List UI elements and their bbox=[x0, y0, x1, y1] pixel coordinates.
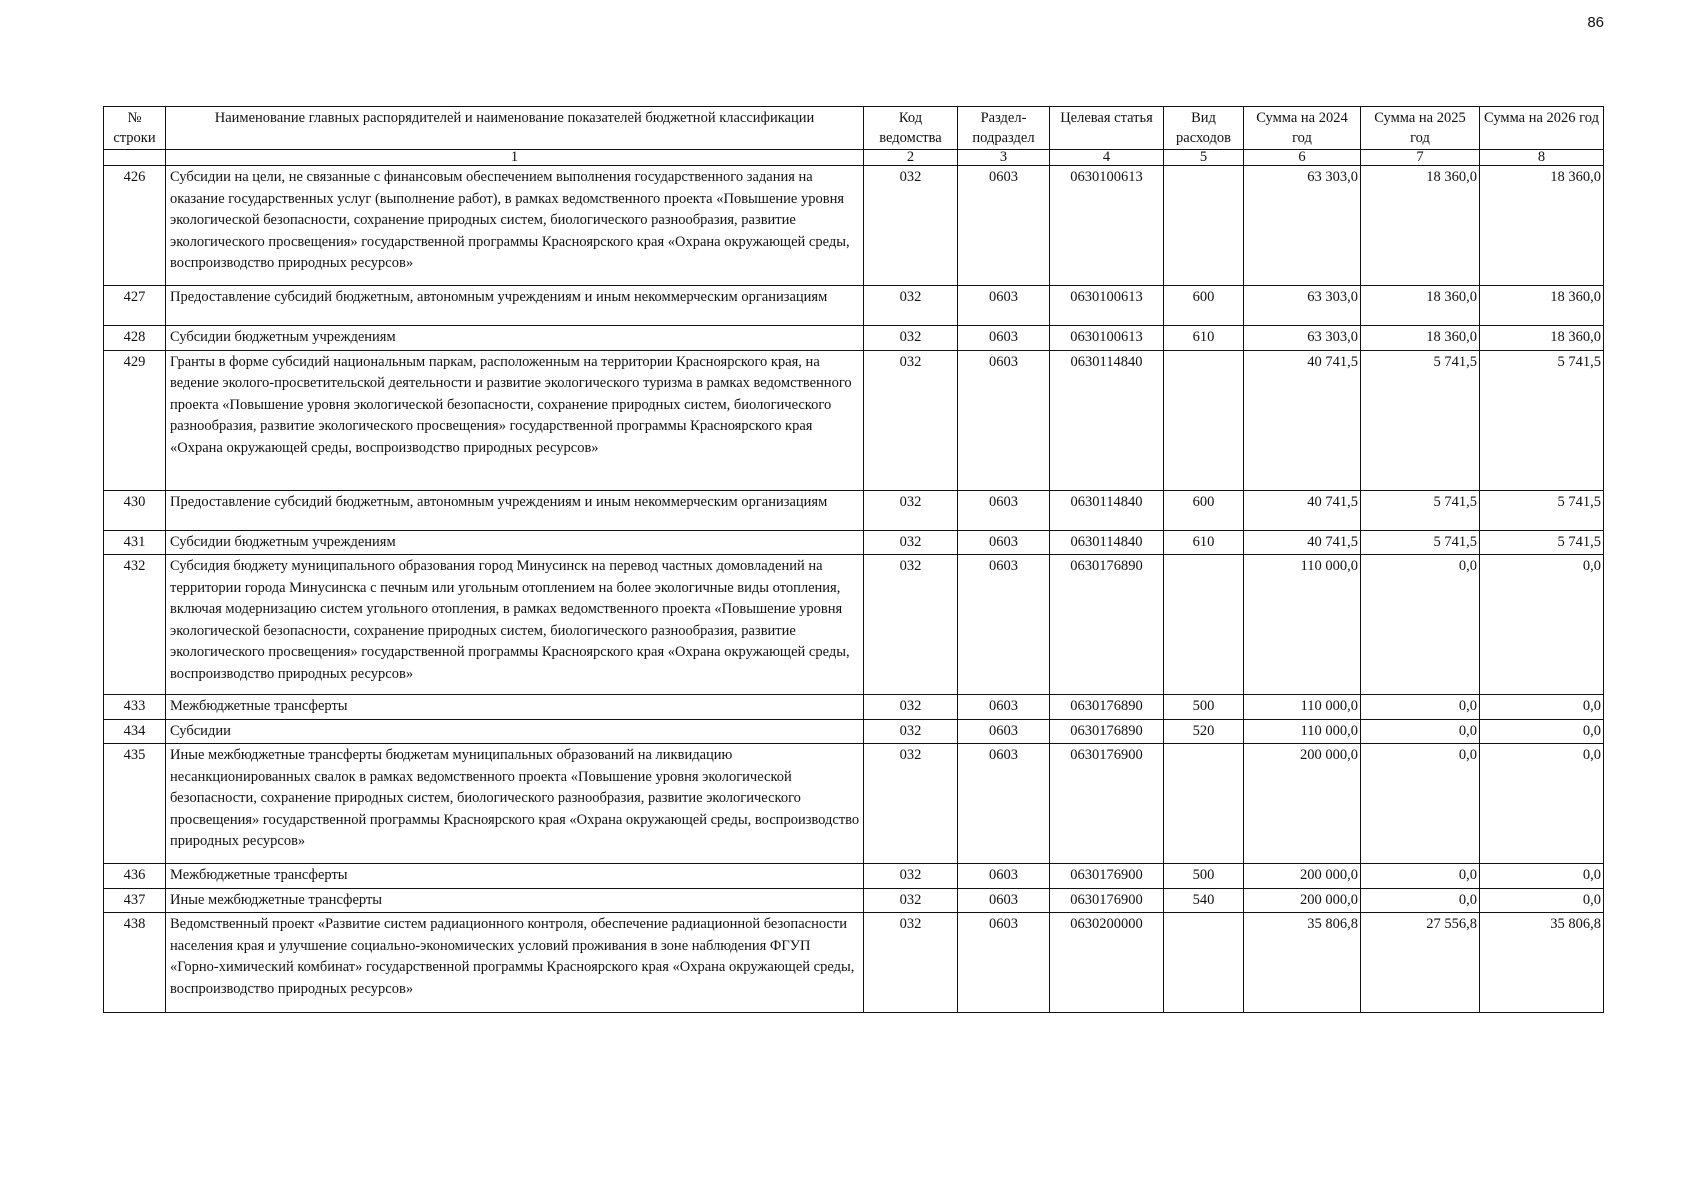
section-code: 0603 bbox=[958, 555, 1050, 695]
row-name: Межбюджетные трансферты bbox=[166, 695, 864, 720]
row-name: Субсидии бюджетным учреждениям bbox=[166, 530, 864, 555]
sum-2026: 5 741,5 bbox=[1480, 490, 1604, 530]
row-number: 436 bbox=[104, 864, 166, 889]
sum-2026: 0,0 bbox=[1480, 744, 1604, 864]
department-code: 032 bbox=[864, 490, 958, 530]
sum-2026: 0,0 bbox=[1480, 864, 1604, 889]
row-name: Иные межбюджетные трансферты бюджетам муниципальных образований на ликвидацию несанкционированных свалок в рамках ведомственного проекта «Повышение уровня экологической безопасности, сохранение природных систем, биологического разнообразия, развитие экологического просвещения» государственной программы Красноярского края «Охрана окружающей среды, воспроизводство природных ресурсов» bbox=[166, 744, 864, 864]
row-name: Гранты в форме субсидий национальным паркам, расположенным на территории Красноярского края, на ведение эколого-просветительской деятельности и развитие экологического туризма в рамках ведомственного проекта «Повышение уровня экологической безопасности, сохранение природных систем, биологического разнообразия, развитие экологического просвещения» государственной программы Красноярского края «Охрана окружающей среды, воспроизводство природных ресурсов» bbox=[166, 350, 864, 490]
department-code: 032 bbox=[864, 695, 958, 720]
target-article: 0630176890 bbox=[1050, 719, 1164, 744]
sum-2026: 0,0 bbox=[1480, 695, 1604, 720]
column-number-row bbox=[104, 150, 1604, 166]
target-article: 0630176890 bbox=[1050, 695, 1164, 720]
sum-2025: 18 360,0 bbox=[1361, 286, 1480, 326]
target-article: 0630176900 bbox=[1050, 888, 1164, 913]
table-row bbox=[104, 744, 1604, 864]
target-article: 0630200000 bbox=[1050, 913, 1164, 1013]
section-code: 0603 bbox=[958, 744, 1050, 864]
sum-2025: 0,0 bbox=[1361, 695, 1480, 720]
sum-2025: 0,0 bbox=[1361, 719, 1480, 744]
column-number: 6 bbox=[1244, 150, 1361, 166]
page-number: 86 bbox=[1587, 14, 1604, 31]
row-name: Субсидии на цели, не связанные с финансовым обеспечением выполнения государственного задания на оказание государственных услуг (выполнение работ), в рамках ведомственного проекта «Повышение уровня экологической безопасности, сохранение природных систем, биологического разнообразия, развитие экологического просвещения» государственной программы Красноярского края «Охрана окружающей среды, воспроизводство природных ресурсов» bbox=[166, 166, 864, 286]
header-name: Наименование главных распорядителей и наименование показателей бюджетной классификации bbox=[166, 107, 864, 150]
sum-2024: 40 741,5 bbox=[1244, 530, 1361, 555]
row-name: Субсидии бюджетным учреждениям bbox=[166, 326, 864, 351]
row-name: Межбюджетные трансферты bbox=[166, 864, 864, 889]
header-row-number: № строки bbox=[104, 107, 166, 150]
column-number: 2 bbox=[864, 150, 958, 166]
department-code: 032 bbox=[864, 913, 958, 1013]
expense-type bbox=[1164, 166, 1244, 286]
row-name: Субсидия бюджету муниципального образования город Минусинск на перевод частных домовладений на территории города Минусинска с печным или угольным отоплением на более экологичные виды отопления, включая модернизацию систем угольного отопления, в рамках ведомственного проекта «Повышение уровня экологической безопасности, сохранение природных систем, биологического разнообразия, развитие экологического просвещения» государственной программы Красноярского края «Охрана окружающей среды, воспроизводство природных ресурсов» bbox=[166, 555, 864, 695]
row-number: 430 bbox=[104, 490, 166, 530]
department-code: 032 bbox=[864, 744, 958, 864]
sum-2026: 18 360,0 bbox=[1480, 286, 1604, 326]
sum-2026: 18 360,0 bbox=[1480, 166, 1604, 286]
section-code: 0603 bbox=[958, 490, 1050, 530]
header-expense-type: Вид расходов bbox=[1164, 107, 1244, 150]
row-name: Субсидии bbox=[166, 719, 864, 744]
target-article: 0630100613 bbox=[1050, 326, 1164, 351]
table-row bbox=[104, 695, 1604, 720]
expense-type: 540 bbox=[1164, 888, 1244, 913]
column-number: 3 bbox=[958, 150, 1050, 166]
sum-2024: 35 806,8 bbox=[1244, 913, 1361, 1013]
row-number: 428 bbox=[104, 326, 166, 351]
sum-2024: 110 000,0 bbox=[1244, 719, 1361, 744]
section-code: 0603 bbox=[958, 864, 1050, 889]
row-name: Предоставление субсидий бюджетным, автономным учреждениям и иным некоммерческим организациям bbox=[166, 286, 864, 326]
sum-2026: 5 741,5 bbox=[1480, 350, 1604, 490]
table-row bbox=[104, 913, 1604, 1013]
expense-type: 600 bbox=[1164, 286, 1244, 326]
sum-2024: 40 741,5 bbox=[1244, 490, 1361, 530]
header-sum-2026: Сумма на 2026 год bbox=[1480, 107, 1604, 150]
expense-type bbox=[1164, 555, 1244, 695]
section-code: 0603 bbox=[958, 695, 1050, 720]
sum-2026: 0,0 bbox=[1480, 719, 1604, 744]
target-article: 0630176900 bbox=[1050, 744, 1164, 864]
department-code: 032 bbox=[864, 555, 958, 695]
department-code: 032 bbox=[864, 350, 958, 490]
target-article: 0630114840 bbox=[1050, 490, 1164, 530]
expense-type bbox=[1164, 350, 1244, 490]
department-code: 032 bbox=[864, 326, 958, 351]
header-sum-2024: Сумма на 2024 год bbox=[1244, 107, 1361, 150]
target-article: 0630114840 bbox=[1050, 530, 1164, 555]
sum-2024: 63 303,0 bbox=[1244, 326, 1361, 351]
row-number: 431 bbox=[104, 530, 166, 555]
table-row bbox=[104, 326, 1604, 351]
sum-2026: 18 360,0 bbox=[1480, 326, 1604, 351]
expense-type: 600 bbox=[1164, 490, 1244, 530]
department-code: 032 bbox=[864, 719, 958, 744]
header-target-article: Целевая статья bbox=[1050, 107, 1164, 150]
section-code: 0603 bbox=[958, 530, 1050, 555]
target-article: 0630100613 bbox=[1050, 166, 1164, 286]
sum-2025: 27 556,8 bbox=[1361, 913, 1480, 1013]
row-name: Ведомственный проект «Развитие систем радиационного контроля, обеспечение радиационной безопасности населения края и улучшение социально-экономических условий проживания в зоне наблюдения ФГУП «Горно-химический комбинат» государственной программы Красноярского края «Охрана окружающей среды, воспроизводство природных ресурсов» bbox=[166, 913, 864, 1013]
row-number: 427 bbox=[104, 286, 166, 326]
table-row bbox=[104, 888, 1604, 913]
row-number: 437 bbox=[104, 888, 166, 913]
sum-2026: 35 806,8 bbox=[1480, 913, 1604, 1013]
table-row bbox=[104, 490, 1604, 530]
sum-2026: 0,0 bbox=[1480, 555, 1604, 695]
section-code: 0603 bbox=[958, 166, 1050, 286]
header-department-code: Код ведомства bbox=[864, 107, 958, 150]
budget-table bbox=[103, 106, 1604, 1013]
sum-2024: 110 000,0 bbox=[1244, 695, 1361, 720]
section-code: 0603 bbox=[958, 913, 1050, 1013]
expense-type: 610 bbox=[1164, 326, 1244, 351]
section-code: 0603 bbox=[958, 350, 1050, 490]
department-code: 032 bbox=[864, 530, 958, 555]
sum-2025: 0,0 bbox=[1361, 864, 1480, 889]
table-row bbox=[104, 166, 1604, 286]
sum-2025: 0,0 bbox=[1361, 555, 1480, 695]
column-number bbox=[104, 150, 166, 166]
expense-type bbox=[1164, 744, 1244, 864]
table-row bbox=[104, 719, 1604, 744]
department-code: 032 bbox=[864, 864, 958, 889]
expense-type: 610 bbox=[1164, 530, 1244, 555]
sum-2024: 200 000,0 bbox=[1244, 864, 1361, 889]
sum-2025: 5 741,5 bbox=[1361, 530, 1480, 555]
table-row bbox=[104, 350, 1604, 490]
target-article: 0630100613 bbox=[1050, 286, 1164, 326]
row-name: Иные межбюджетные трансферты bbox=[166, 888, 864, 913]
section-code: 0603 bbox=[958, 719, 1050, 744]
sum-2024: 63 303,0 bbox=[1244, 166, 1361, 286]
target-article: 0630176900 bbox=[1050, 864, 1164, 889]
department-code: 032 bbox=[864, 166, 958, 286]
column-number: 5 bbox=[1164, 150, 1244, 166]
expense-type: 500 bbox=[1164, 864, 1244, 889]
section-code: 0603 bbox=[958, 888, 1050, 913]
table-row bbox=[104, 530, 1604, 555]
sum-2024: 40 741,5 bbox=[1244, 350, 1361, 490]
sum-2026: 5 741,5 bbox=[1480, 530, 1604, 555]
section-code: 0603 bbox=[958, 326, 1050, 351]
header-sum-2025: Сумма на 2025 год bbox=[1361, 107, 1480, 150]
expense-type: 500 bbox=[1164, 695, 1244, 720]
expense-type: 520 bbox=[1164, 719, 1244, 744]
row-number: 426 bbox=[104, 166, 166, 286]
row-name: Предоставление субсидий бюджетным, автономным учреждениям и иным некоммерческим организациям bbox=[166, 490, 864, 530]
row-number: 438 bbox=[104, 913, 166, 1013]
sum-2025: 5 741,5 bbox=[1361, 350, 1480, 490]
row-number: 429 bbox=[104, 350, 166, 490]
target-article: 0630176890 bbox=[1050, 555, 1164, 695]
column-number: 1 bbox=[166, 150, 864, 166]
sum-2025: 18 360,0 bbox=[1361, 166, 1480, 286]
row-number: 433 bbox=[104, 695, 166, 720]
column-number: 8 bbox=[1480, 150, 1604, 166]
column-number: 7 bbox=[1361, 150, 1480, 166]
department-code: 032 bbox=[864, 888, 958, 913]
sum-2025: 0,0 bbox=[1361, 888, 1480, 913]
table-row bbox=[104, 555, 1604, 695]
sum-2024: 63 303,0 bbox=[1244, 286, 1361, 326]
table-header bbox=[104, 107, 1604, 166]
sum-2024: 200 000,0 bbox=[1244, 744, 1361, 864]
row-number: 434 bbox=[104, 719, 166, 744]
sum-2025: 0,0 bbox=[1361, 744, 1480, 864]
header-section: Раздел-подраздел bbox=[958, 107, 1050, 150]
target-article: 0630114840 bbox=[1050, 350, 1164, 490]
sum-2025: 5 741,5 bbox=[1361, 490, 1480, 530]
table-body bbox=[104, 166, 1604, 1013]
row-number: 435 bbox=[104, 744, 166, 864]
department-code: 032 bbox=[864, 286, 958, 326]
column-number: 4 bbox=[1050, 150, 1164, 166]
expense-type bbox=[1164, 913, 1244, 1013]
sum-2026: 0,0 bbox=[1480, 888, 1604, 913]
sum-2024: 200 000,0 bbox=[1244, 888, 1361, 913]
row-number: 432 bbox=[104, 555, 166, 695]
sum-2024: 110 000,0 bbox=[1244, 555, 1361, 695]
sum-2025: 18 360,0 bbox=[1361, 326, 1480, 351]
section-code: 0603 bbox=[958, 286, 1050, 326]
table-row bbox=[104, 864, 1604, 889]
table-row bbox=[104, 286, 1604, 326]
